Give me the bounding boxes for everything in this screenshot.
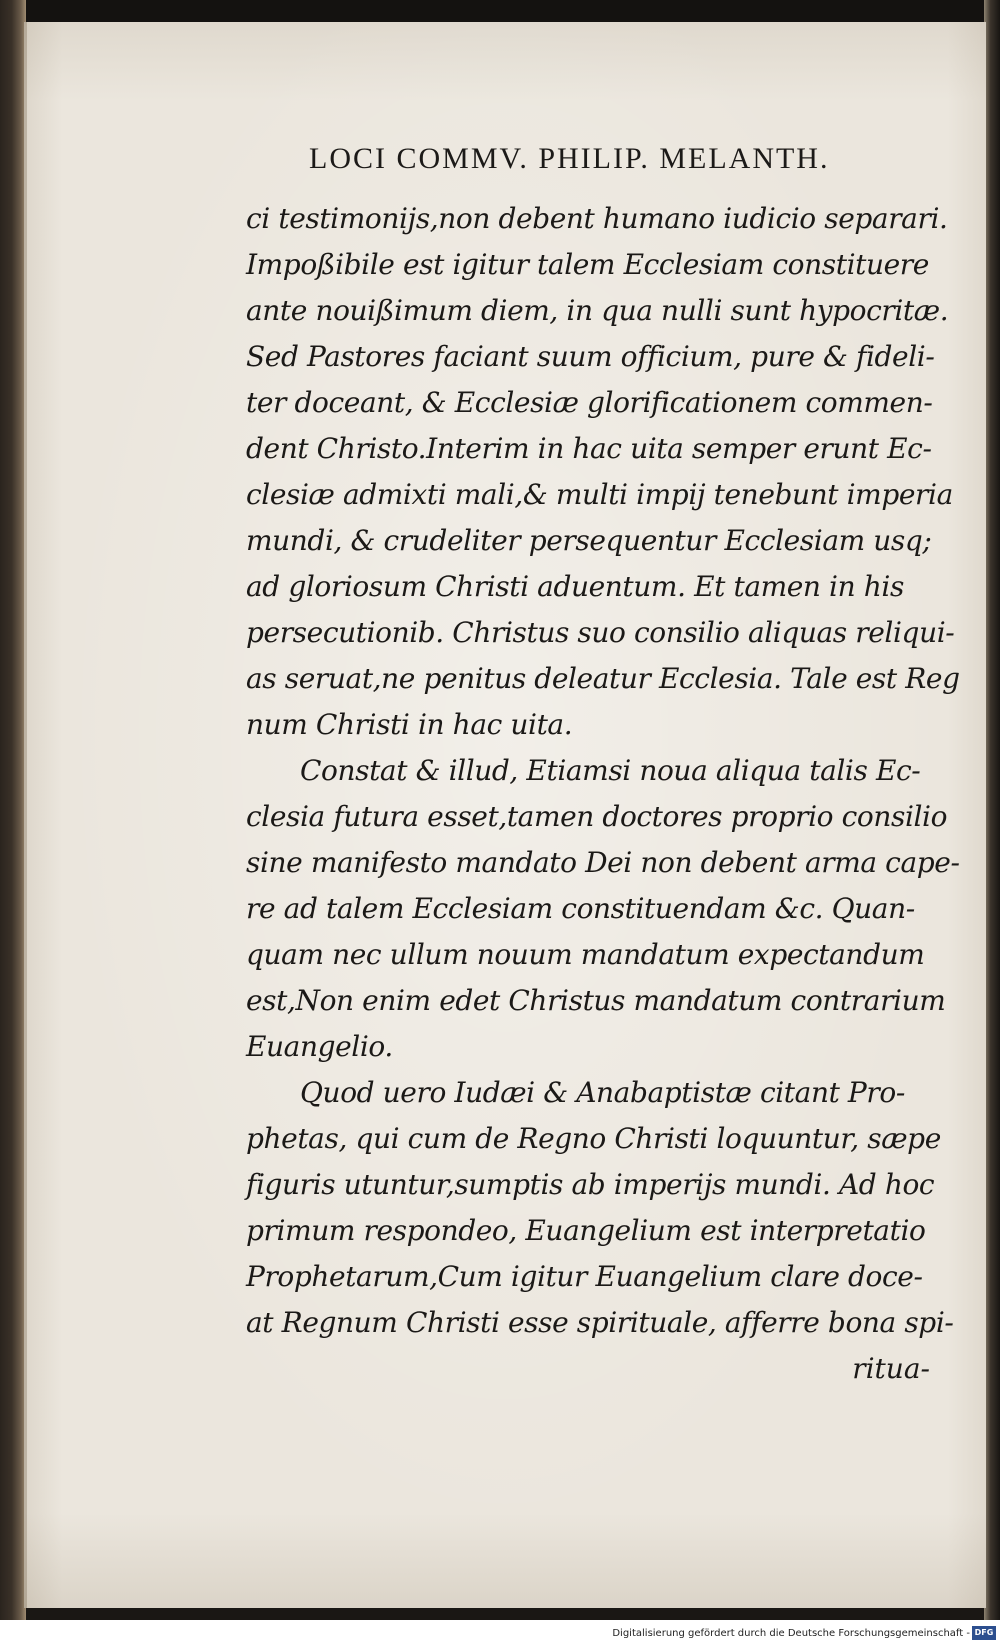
paragraph-start-line: Constat & illud, Etiamsi noua aliqua talis Ec-	[300, 754, 921, 787]
book-fore-edge	[984, 0, 1000, 1620]
scan-top-border	[0, 0, 1000, 24]
text-line: dent Christo.Interim in hac uita semper erunt Ec-	[246, 432, 932, 465]
text-line: phetas, qui cum de Regno Christi loquuntur, sæpe	[246, 1122, 941, 1155]
text-line: Sed Pastores faciant suum officium, pure & fideli-	[246, 340, 935, 373]
text-line: ci testimonijs,non debent humano iudicio separari.	[246, 202, 948, 235]
text-line: as seruat,ne penitus deleatur Ecclesia. Tale est Reg	[246, 662, 960, 695]
text-line: Euangelio.	[246, 1030, 393, 1063]
text-line: Prophetarum,Cum igitur Euangelium clare doce-	[246, 1260, 923, 1293]
text-line: quam nec ullum nouum mandatum expectandum	[246, 938, 925, 971]
text-line: ter doceant, & Ecclesiæ glorificationem commen-	[246, 386, 933, 419]
text-line: primum respondeo, Euangelium est interpretatio	[246, 1214, 926, 1247]
text-line: clesiæ admixti mali,& multi impij tenebunt imperia	[246, 478, 953, 511]
text-line: persecutionib. Christus suo consilio aliquas reliqui-	[246, 616, 955, 649]
text-line: re ad talem Ecclesiam constituendam &c. Quan-	[246, 892, 915, 925]
text-line: mundi, & crudeliter persequentur Ecclesiam usq;	[246, 524, 932, 557]
text-line: Impoßibile est igitur talem Ecclesiam constituere	[246, 248, 929, 281]
page-fold-line	[24, 22, 27, 1608]
dfg-logo-icon: DFG	[972, 1626, 996, 1640]
text-line: clesia futura esset,tamen doctores proprio consilio	[246, 800, 948, 833]
text-line: figuris utuntur,sumptis ab imperijs mundi. Ad hoc	[246, 1168, 935, 1201]
text-line: at Regnum Christi esse spirituale, afferre bona spi-	[246, 1306, 954, 1339]
paragraph-start-line: Quod uero Iudæi & Anabaptistæ citant Pro-	[300, 1076, 905, 1109]
text-line: num Christi in hac uita.	[246, 708, 573, 741]
funding-credit: Digitalisierung gefördert durch die Deutsche Forschungsgemeinschaft -	[612, 1628, 970, 1639]
book-binding-edge	[0, 0, 26, 1620]
text-line: ad gloriosum Christi aduentum. Et tamen in his	[246, 570, 904, 603]
main-text-block	[246, 196, 960, 1392]
text-line: ante nouißimum diem, in qua nulli sunt hypocritæ.	[246, 294, 949, 327]
running-head: LOCI COMMV. PHILIP. MELANTH.	[309, 142, 830, 175]
catchword: ritua-	[852, 1352, 930, 1385]
text-line: est,Non enim edet Christus mandatum contrarium	[246, 984, 946, 1017]
footer-bar	[0, 1620, 1000, 1648]
text-line: sine manifesto mandato Dei non debent arma cape-	[246, 846, 960, 879]
